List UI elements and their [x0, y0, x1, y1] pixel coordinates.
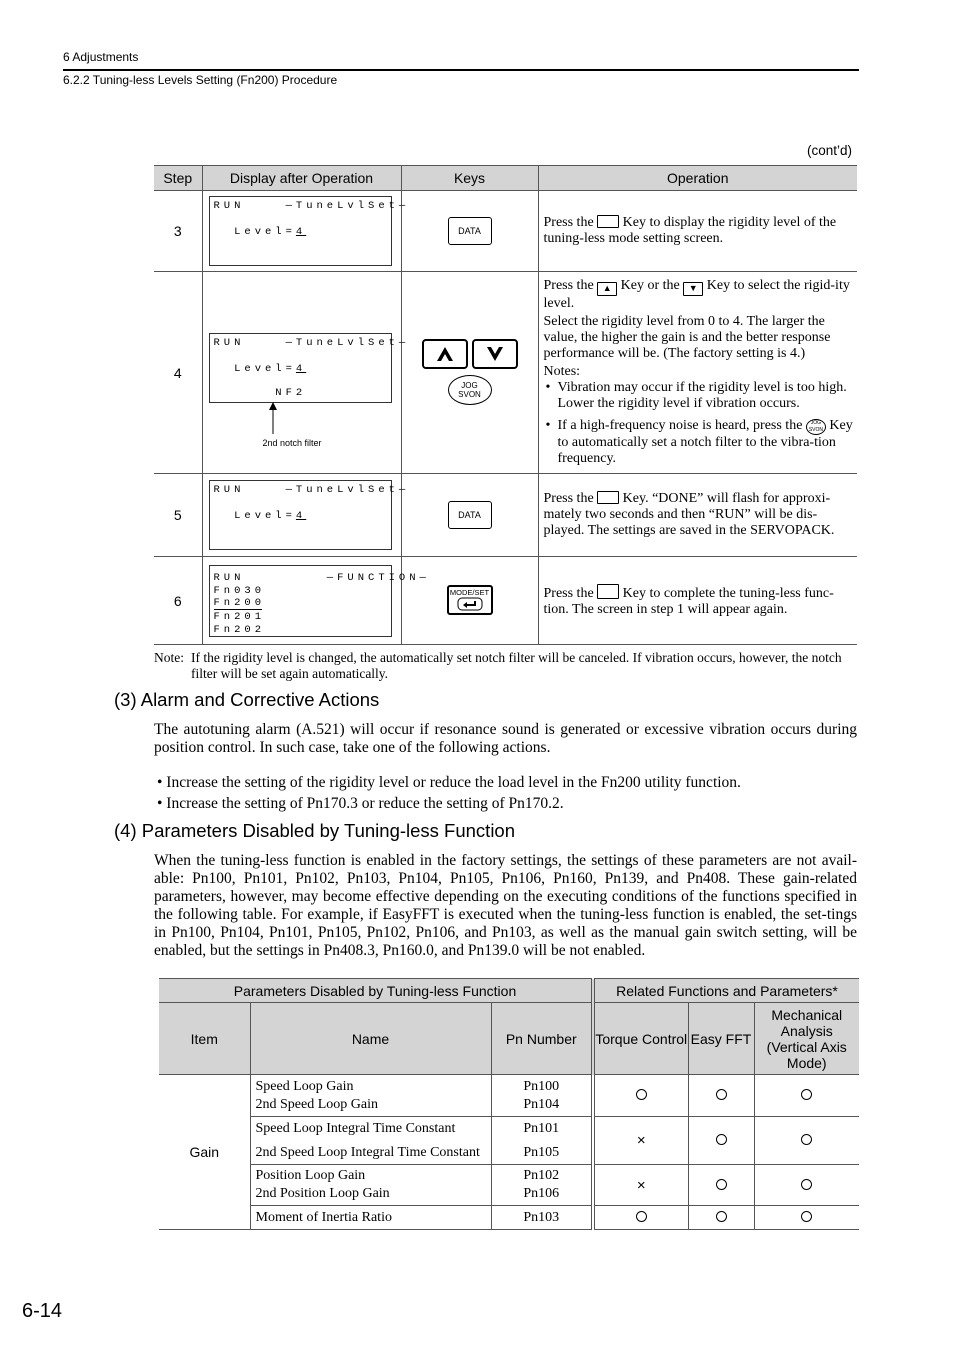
col-torque-control: Torque Control: [593, 1003, 688, 1075]
lcd-line: Fn201: [213, 610, 266, 623]
circle-icon: [801, 1179, 812, 1190]
lcd-line: Fn200: [213, 596, 266, 609]
circle-icon: [716, 1134, 727, 1145]
lcd-display: [209, 480, 410, 550]
col-mechanical-analysis: Mechanical Analysis (Vertical Axis Mode): [754, 1003, 859, 1075]
callout-label: 2nd notch filter: [262, 438, 322, 448]
note-bullet: • Vibration may occur if the rigidity level is too high. Lower the rigidity level if vibration occurs.: [544, 380, 854, 412]
group-disabled-params: Parameters Disabled by Tuning-less Function: [159, 979, 593, 1003]
lcd-line: Level=4: [213, 362, 307, 375]
down-arrow-icon: [474, 341, 516, 367]
col-display: Display after Operation: [202, 166, 401, 191]
step-number: 3: [154, 191, 202, 272]
header-rule: [63, 69, 859, 71]
lcd-line: Level=4: [213, 510, 307, 522]
section-3-heading: (3) Alarm and Corrective Actions: [114, 689, 380, 710]
group-related-functions: Related Functions and Parameters*: [593, 979, 859, 1003]
parameters-table: [159, 978, 859, 1230]
item-gain: Gain: [159, 1075, 250, 1230]
down-key-icon: ▼: [683, 282, 703, 296]
section-3-bullet: • Increase the setting of Pn170.3 or reduce the setting of Pn170.2.: [157, 795, 564, 812]
lcd-display: [209, 565, 430, 637]
mode-set-key-icon: [597, 584, 619, 599]
data-key[interactable]: DATA: [448, 501, 492, 529]
circle-icon: [716, 1211, 727, 1222]
return-arrow-icon: [457, 597, 483, 611]
circle-icon: [636, 1211, 647, 1222]
up-key-icon: ▲: [597, 282, 617, 296]
note-bullet: • If a high-frequency noise is heard, press the JOG SVON Key to automatically set a notch filter to the vibra-tion frequency.: [544, 418, 854, 467]
procedure-table: [154, 165, 857, 645]
circle-icon: [636, 1089, 647, 1100]
cross-mark: ×: [593, 1117, 688, 1165]
data-key-icon: [597, 215, 619, 228]
lcd-display: [209, 333, 410, 403]
procedure-row-4: 4 RUN —TuneLvlSet— Level=4 NF2 2nd notch filter JOG SVON Press the ▲ Key or the ▼ Key to select the rigid-ity level. Select the rigidity level from 0 to 4. The larger the value, the higher the gain is and the better response performance will be. (The factory setting is 4.) Notes: • Vibration may occur if the rigidity level is too high. Lower the rigidity level if vibration occurs. • If a high-frequency noise is heard, press the JOG SVON Key to automatically set a notch filter to the vibra-tion frequency.: [154, 272, 857, 474]
step-number: 5: [154, 474, 202, 557]
section-4-heading: (4) Parameters Disabled by Tuning-less Function: [114, 820, 516, 841]
mode-set-key[interactable]: MODE/SET: [447, 585, 493, 615]
section-4-paragraph: When the tuning-less function is enabled in the factory settings, the settings of these parameters are not avail-able: Pn100, Pn101, Pn102, Pn103, Pn104, Pn105, Pn106, Pn160, Pn139, and Pn408. These gain-related parameters, however, may become effective depending on the executing conditions of the functions specified in the following table. For example, if EasyFFT is executed when the tuning-less function is enabled, the set-tings in Pn100, Pn104, Pn101, Pn105, Pn102, Pn106, and Pn103, as well as the manual gain switch setting, will be enabled, but the settings in Pn408.3, Pn160.0, and Pn139.0 will be not enabled.: [154, 852, 857, 959]
col-easy-fft: Easy FFT: [688, 1003, 754, 1075]
table-note: Note: If the rigidity level is changed, the automatically set notch filter will be canceled. If vibration occurs, however, the notch filter will be set again automatically.: [154, 650, 842, 681]
down-key[interactable]: [472, 339, 518, 369]
col-keys: Keys: [401, 166, 538, 191]
col-operation: Operation: [538, 166, 857, 191]
lcd-line: RUN —FUNCTION—: [213, 571, 430, 584]
procedure-row-5: 5 RUN —TuneLvlSet— Level=4 DATA Press the Key. “DONE” will flash for approxi-mately two seconds and then “RUN” will be dis-played. The settings are saved in the SERVOPACK.: [154, 474, 857, 557]
table-row: Gain Speed Loop Gain 2nd Speed Loop Gain Pn100 Pn104: [159, 1075, 859, 1117]
procedure-header-row: [154, 166, 857, 191]
table-row: Moment of Inertia Ratio Pn103: [159, 1206, 859, 1230]
callout-arrow: [263, 402, 283, 436]
circle-icon: [716, 1089, 727, 1100]
lcd-line: Fn030: [213, 584, 266, 597]
lcd-line: Fn202: [213, 623, 266, 636]
chapter-header: 6 Adjustments: [63, 50, 139, 64]
col-step: Step: [154, 166, 202, 191]
procedure-row-6: 6 RUN —FUNCTION— Fn030 Fn200 Fn201 Fn202 MODE/SET Press the Key to complete the tuning-less func-tion. The screen in step 1 will appear again.: [154, 557, 857, 645]
procedure-row-3: 3 RUN —TuneLvlSet— Level=4 DATA Press the Key to display the rigidity level of the tuning-less mode setting screen.: [154, 191, 857, 272]
section-3-paragraph: The autotuning alarm (A.521) will occur if resonance sound is generated or excessive vibration occurs during position control. In such case, take one of the following actions.: [154, 721, 857, 756]
circle-icon: [801, 1211, 812, 1222]
lcd-display: [209, 196, 410, 266]
col-pn-number: Pn Number: [491, 1003, 593, 1075]
lcd-line: RUN —TuneLvlSet—: [213, 336, 410, 349]
step-number: 6: [154, 557, 202, 645]
page-number: 6-14: [22, 1300, 63, 1322]
data-key-icon: [597, 491, 619, 504]
lcd-line: Level=4: [213, 226, 307, 238]
contd-label: (cont’d): [806, 143, 852, 158]
col-name: Name: [250, 1003, 491, 1075]
col-item: Item: [159, 1003, 250, 1075]
table-row: Speed Loop Integral Time Constant 2nd Speed Loop Integral Time Constant Pn101 Pn105 ×: [159, 1117, 859, 1165]
up-arrow-icon: [424, 341, 466, 367]
section-header: 6.2.2 Tuning-less Levels Setting (Fn200) Procedure: [63, 73, 338, 87]
circle-icon: [801, 1134, 812, 1145]
jog-svon-key[interactable]: JOG SVON: [448, 375, 492, 405]
lcd-line: NF2: [213, 386, 307, 399]
lcd-line: RUN —TuneLvlSet—: [213, 484, 410, 496]
cross-mark: ×: [593, 1165, 688, 1206]
section-3-bullet: • Increase the setting of the rigidity level or reduce the load level in the Fn200 utility function.: [157, 774, 741, 791]
table-row: Position Loop Gain 2nd Position Loop Gain Pn102 Pn106 ×: [159, 1165, 859, 1206]
circle-icon: [716, 1179, 727, 1190]
lcd-line: RUN —TuneLvlSet—: [213, 200, 410, 212]
data-key[interactable]: DATA: [448, 217, 492, 245]
up-key[interactable]: [422, 339, 468, 369]
step-number: 4: [154, 272, 202, 474]
jog-svon-key-icon: JOG SVON: [806, 419, 826, 435]
circle-icon: [801, 1089, 812, 1100]
